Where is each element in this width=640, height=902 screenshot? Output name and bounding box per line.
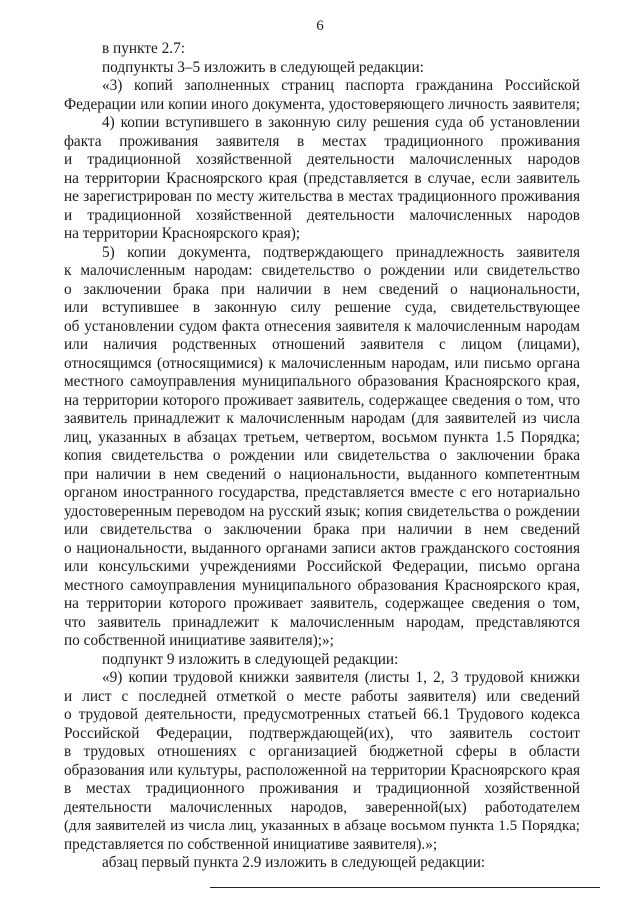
text-line: и лист с последней отметкой о месте работы заявителя) или сведений	[64, 687, 580, 705]
text-line: деятельности малочисленных народов, заверенной(ых) работодателем	[64, 798, 580, 816]
text-line: в местах традиционного проживания и традиционной хозяйственной	[64, 780, 580, 797]
text-line: и традиционной хозяйственной деятельности малочисленных народов	[64, 151, 580, 168]
text-line: 5) копии документа, подтверждающего принадлежность заявителя	[102, 243, 580, 261]
text-line: заявитель принадлежит к малочисленным народам (для заявителей из числа	[64, 410, 580, 427]
text-line: (для заявителей из числа лиц, указанных в абзаце восьмом пункта 1.5 Порядка;	[64, 818, 580, 834]
text-line: Федерации или копии иного документа, удостоверяющего личность заявителя;	[64, 95, 580, 113]
text-line: образования или культуры, расположенной на территории Красноярского края	[64, 761, 580, 779]
text-line: на территории Красноярского края);	[64, 225, 301, 242]
text-line: факта проживания заявителя в местах традиционного проживания	[64, 132, 580, 150]
text-line: или вступившее в законную силу решение суда, свидетельствующее	[64, 299, 580, 316]
text-line: о трудовой деятельности, предусмотренных статьей 66.1 Трудового кодекса	[64, 706, 580, 723]
text-line: что заявитель принадлежит к малочисленным народам, представляются	[64, 613, 580, 631]
text-line: в пункте 2.7:	[102, 40, 185, 57]
text-line: или наличия родственных отношений заявителя с лицом (лицами),	[64, 336, 580, 353]
text-line: или консульскими учреждениями Российской Федерации, письмо органа	[64, 558, 580, 575]
text-line: «3) копий заполненных страниц паспорта гражданина Российской	[102, 77, 580, 94]
text-line: к малочисленным народам: свидетельство о рождении или свидетельство	[64, 262, 580, 279]
text-line: подпункты 3–5 изложить в следующей редакции:	[102, 58, 424, 76]
text-line: удостоверенным переводом на русский язык; копия свидетельства о рождении	[64, 502, 580, 520]
text-line: абзац первый пункта 2.9 изложить в следующей редакции:	[102, 854, 486, 871]
text-line: не зарегистрирован по месту жительства в местах традиционного проживания	[64, 188, 580, 205]
text-line: подпункт 9 изложить в следующей редакции:	[102, 650, 399, 668]
text-line: местного самоуправления муниципального образования Красноярского края,	[64, 576, 580, 594]
text-line: при наличии в нем сведений о национальности, выданного компетентным	[64, 465, 580, 483]
text-line: лиц, указанных в абзацах третьем, четвертом, восьмом пункта 1.5 Порядка;	[64, 428, 580, 446]
text-line: относящимся (относящимися) к малочисленным народам, или письмо органа	[64, 354, 580, 372]
text-line: копия свидетельства о рождении или свидетельства о заключении брака	[64, 447, 580, 464]
text-line: на территории Красноярского края (представляется в случае, если заявитель	[64, 169, 580, 187]
document-body	[64, 40, 580, 873]
text-line: на территории которого проживает заявитель, содержащее сведения о том, что	[64, 391, 580, 409]
bottom-rule	[210, 887, 600, 888]
text-line: местного самоуправления муниципального образования Красноярского края,	[64, 373, 580, 390]
text-line: органом иностранного государства, представляется вместе с его нотариально	[64, 484, 580, 501]
text-line: «9) копии трудовой книжки заявителя (листы 1, 2, 3 трудовой книжки	[102, 669, 580, 686]
page-number: 6	[316, 18, 324, 34]
text-line: о национальности, выданного органами записи актов гражданского состояния	[64, 539, 580, 557]
text-line: об установлении судом факта отнесения заявителя к малочисленным народам	[64, 317, 580, 335]
text-line: и традиционной хозяйственной деятельности малочисленных народов	[64, 206, 580, 224]
text-line: или свидетельства о заключении брака при наличии в нем сведений	[64, 521, 580, 538]
text-line: по собственной инициативе заявителя);»;	[64, 632, 334, 649]
text-line: на территории которого проживает заявитель, содержащее сведения о том,	[64, 595, 580, 612]
text-line: представляется по собственной инициативе заявителя).»;	[64, 835, 438, 853]
text-line: о заключении брака при наличии в нем сведений о национальности,	[64, 280, 580, 298]
text-line: в трудовых отношениях с организацией бюджетной сферы в области	[64, 743, 580, 760]
text-line: Российской Федерации, подтверждающей(их), что заявитель состоит	[64, 724, 580, 742]
text-line: 4) копии вступившего в законную силу решения суда об установлении	[102, 114, 580, 131]
